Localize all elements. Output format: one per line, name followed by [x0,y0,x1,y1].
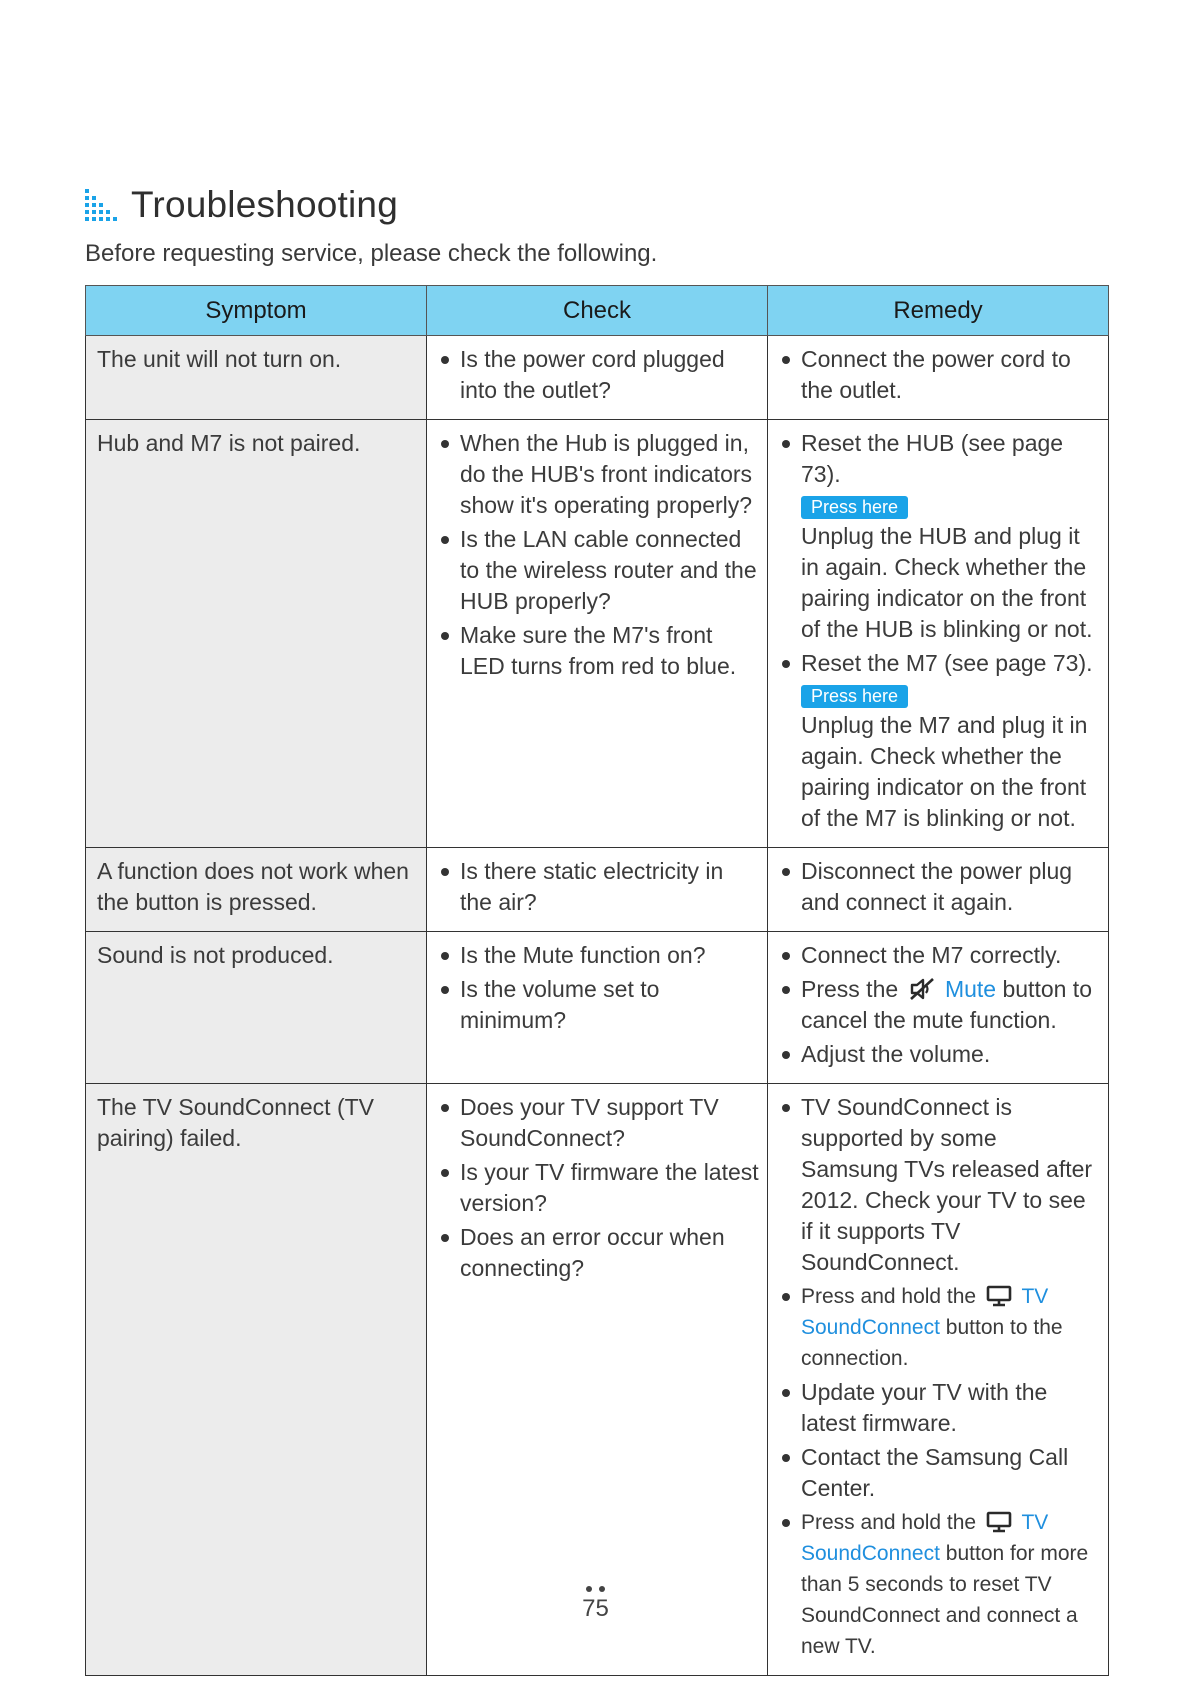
column-header-check: Check [427,286,768,336]
remedy-item [779,428,1100,645]
check-cell [427,336,768,420]
remedy-hub-reset-text: Reset the HUB (see page 73). [801,430,1064,487]
remedy-item [779,1281,1100,1374]
remedy-text: Press and hold the [801,1511,977,1534]
remedy-item [779,648,1100,834]
table-row [86,932,1109,1084]
check-item: Is the Mute function on? [438,940,759,971]
remedy-cell [768,1084,1109,1676]
tv-icon [986,1285,1012,1307]
tv-soundconnect-label: TV SoundConnect [801,1511,1049,1565]
check-item: Is the volume set to minimum? [438,974,759,1036]
remedy-text: button to the connection. [801,1316,1063,1370]
remedy-item: Contact the Samsung Call Center. [779,1442,1100,1504]
section-header [85,180,398,230]
mute-button-label: Mute [944,976,997,1002]
check-cell [427,932,768,1084]
mute-icon [909,977,935,1001]
remedy-item: Update your TV with the latest firmware. [779,1377,1100,1439]
check-cell [427,420,768,848]
remedy-item: Connect the M7 correctly. [779,940,1100,971]
remedy-item: Disconnect the power plug and connect it again. [779,856,1100,918]
remedy-text: button for more than 5 seconds to reset TV SoundConnect and connect a new TV. [801,1542,1089,1658]
remedy-m7-reset-text: Reset the M7 (see page 73). [801,650,1093,676]
check-item: Is your TV firmware the latest version? [438,1157,759,1219]
remedy-cell [768,336,1109,420]
remedy-item [779,974,1100,1036]
column-header-remedy: Remedy [768,286,1109,336]
table-header-row [86,286,1109,336]
remedy-text: Press and hold the [801,1285,977,1308]
table-row [86,336,1109,420]
column-header-symptom: Symptom [86,286,427,336]
symptom-cell: The TV SoundConnect (TV pairing) failed. [86,1084,427,1676]
remedy-text: button to cancel the mute function. [801,976,1092,1033]
remedy-m7-detail-text: Unplug the M7 and plug it in again. Check whether the pairing indicator on the front of the M7 is blinking or not. [801,712,1088,831]
remedy-item: TV SoundConnect is supported by some Samsung TVs released after 2012. Check your TV to see if it supports TV SoundConnect. [779,1092,1100,1278]
check-item: Does your TV support TV SoundConnect? [438,1092,759,1154]
remedy-cell [768,420,1109,848]
check-item: Is the power cord plugged into the outlet? [438,344,759,406]
table-row [86,848,1109,932]
remedy-text: Press the [801,976,899,1002]
remedy-item: Connect the power cord to the outlet. [779,344,1100,406]
remedy-hub-detail-text: Unplug the HUB and plug it in again. Check whether the pairing indicator on the front of the HUB is blinking or not. [801,523,1093,642]
check-item: Make sure the M7's front LED turns from red to blue. [438,620,759,682]
remedy-cell [768,932,1109,1084]
remedy-item [779,1507,1100,1662]
page-number: 75 [582,1595,609,1622]
symptom-cell: Sound is not produced. [86,932,427,1084]
check-cell [427,848,768,932]
check-item: Does an error occur when connecting? [438,1222,759,1284]
symptom-cell: The unit will not turn on. [86,336,427,420]
symptom-cell: A function does not work when the button is pressed. [86,848,427,932]
check-item: When the Hub is plugged in, do the HUB's front indicators show it's operating properly? [438,428,759,521]
check-item: Is the LAN cable connected to the wireless router and the HUB properly? [438,524,759,617]
page-number-dots [586,1586,605,1592]
check-item: Is there static electricity in the air? [438,856,759,918]
tv-icon [986,1511,1012,1533]
troubleshooting-bars-icon [85,189,117,221]
press-here-badge-m7[interactable]: Press here [801,685,908,708]
press-here-badge-hub[interactable]: Press here [801,496,908,519]
symptom-cell: Hub and M7 is not paired. [86,420,427,848]
remedy-cell [768,848,1109,932]
remedy-item: Adjust the volume. [779,1039,1100,1070]
troubleshooting-table [85,285,1109,1676]
table-row [86,420,1109,848]
tv-soundconnect-label: TV SoundConnect [801,1285,1049,1339]
page-title: Troubleshooting [131,184,398,225]
page-subtitle: Before requesting service, please check the following. [85,240,658,267]
